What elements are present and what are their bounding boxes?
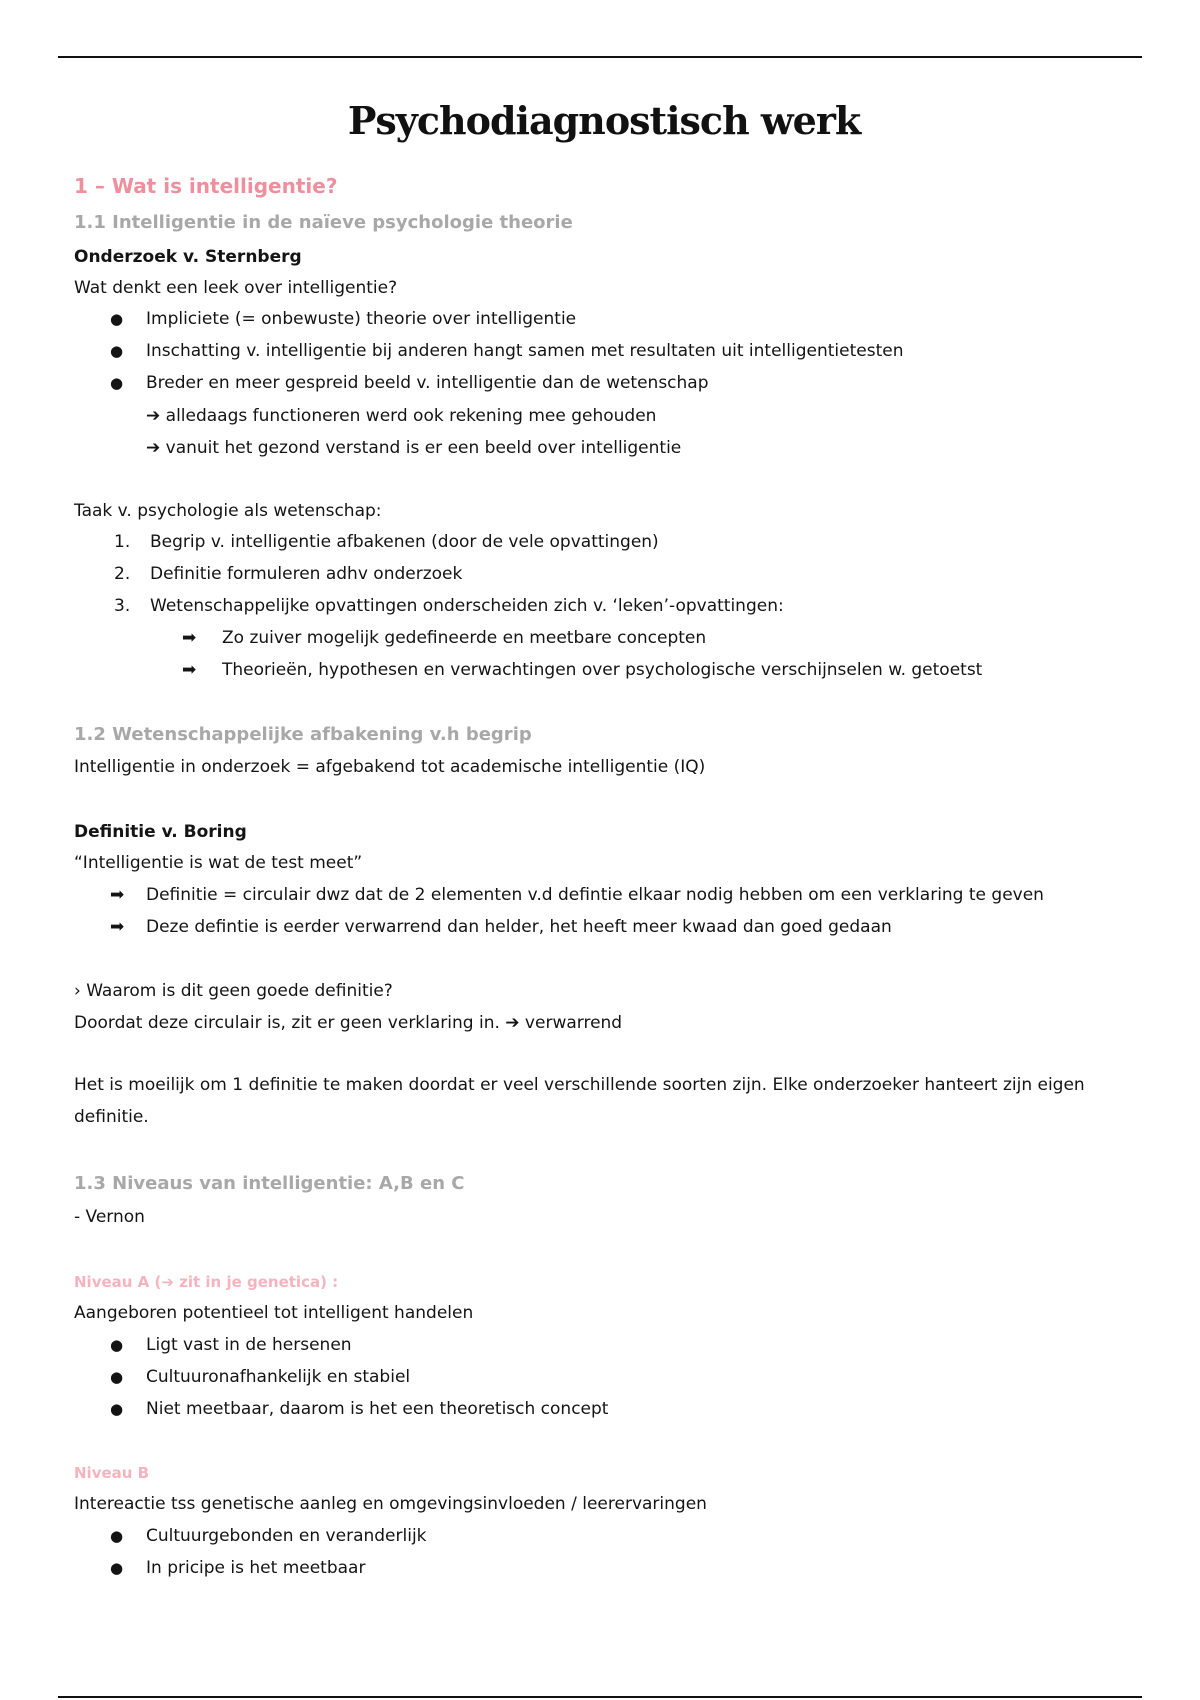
boring-heading: Definitie v. Boring <box>74 822 247 842</box>
subsection-heading-1-1: 1.1 Intelligentie in de naïeve psychologie theorie <box>74 212 573 233</box>
arrow-icon: ➡ <box>110 917 125 937</box>
research-definition: Intelligentie in onderzoek = afgebakend tot academische intelligentie (IQ) <box>74 757 706 777</box>
document-title: Psychodiagnostisch werk <box>347 98 861 143</box>
arrow-icon: ➡ <box>182 628 197 648</box>
bullet-icon: ● <box>110 374 124 392</box>
level-b-heading: Niveau B <box>74 1464 150 1482</box>
level-b-description: Intereactie tss genetische aanleg en omgevingsinvloeden / leerervaringen <box>74 1494 707 1514</box>
arrow-icon: ➡ <box>110 885 125 905</box>
arrow-note: ➔ vanuit het gezond verstand is er een beeld over intelligentie <box>146 438 682 458</box>
bullet-icon: ● <box>110 1400 124 1418</box>
bullet-icon: ● <box>110 342 124 360</box>
level-a-description: Aangeboren potentieel tot intelligent handelen <box>74 1303 474 1323</box>
arrow-icon: ➡ <box>182 660 197 680</box>
bullet-icon: ● <box>110 1336 124 1354</box>
section-heading-1: 1 – Wat is intelligentie? <box>74 174 338 198</box>
layperson-question: Wat denkt een leek over intelligentie? <box>74 278 398 298</box>
subsection-heading-1-3: 1.3 Niveaus van intelligentie: A,B en C <box>74 1173 465 1194</box>
arrow-note: ➔ alledaags functioneren werd ook rekening mee gehouden <box>146 406 657 426</box>
top-rule <box>58 56 1142 58</box>
bullet-icon: ● <box>110 1559 124 1577</box>
why-question: › Waarom is dit geen goede definitie? <box>74 981 393 1001</box>
boring-quote: “Intelligentie is wat de test meet” <box>74 853 363 873</box>
sternberg-heading: Onderzoek v. Sternberg <box>74 247 302 267</box>
bottom-rule <box>58 1696 1142 1698</box>
subsection-heading-1-2: 1.2 Wetenschappelijke afbakening v.h begrip <box>74 724 532 745</box>
bullet-icon: ● <box>110 1368 124 1386</box>
level-a-heading: Niveau A (➔ zit in je genetica) : <box>74 1273 339 1291</box>
definition-paragraph: Het is moeilijk om 1 definitie te maken doordat er veel verschillende soorten zijn. Elke onderzoeker hanteert zijn eigen definitie. <box>74 1075 1085 1127</box>
task-heading: Taak v. psychologie als wetenschap: <box>74 501 382 521</box>
bullet-icon: ● <box>110 310 124 328</box>
author-vernon: - Vernon <box>74 1207 145 1227</box>
why-answer: Doordat deze circulair is, zit er geen verklaring in. ➔ verwarrend <box>74 1013 623 1033</box>
bullet-icon: ● <box>110 1527 124 1545</box>
